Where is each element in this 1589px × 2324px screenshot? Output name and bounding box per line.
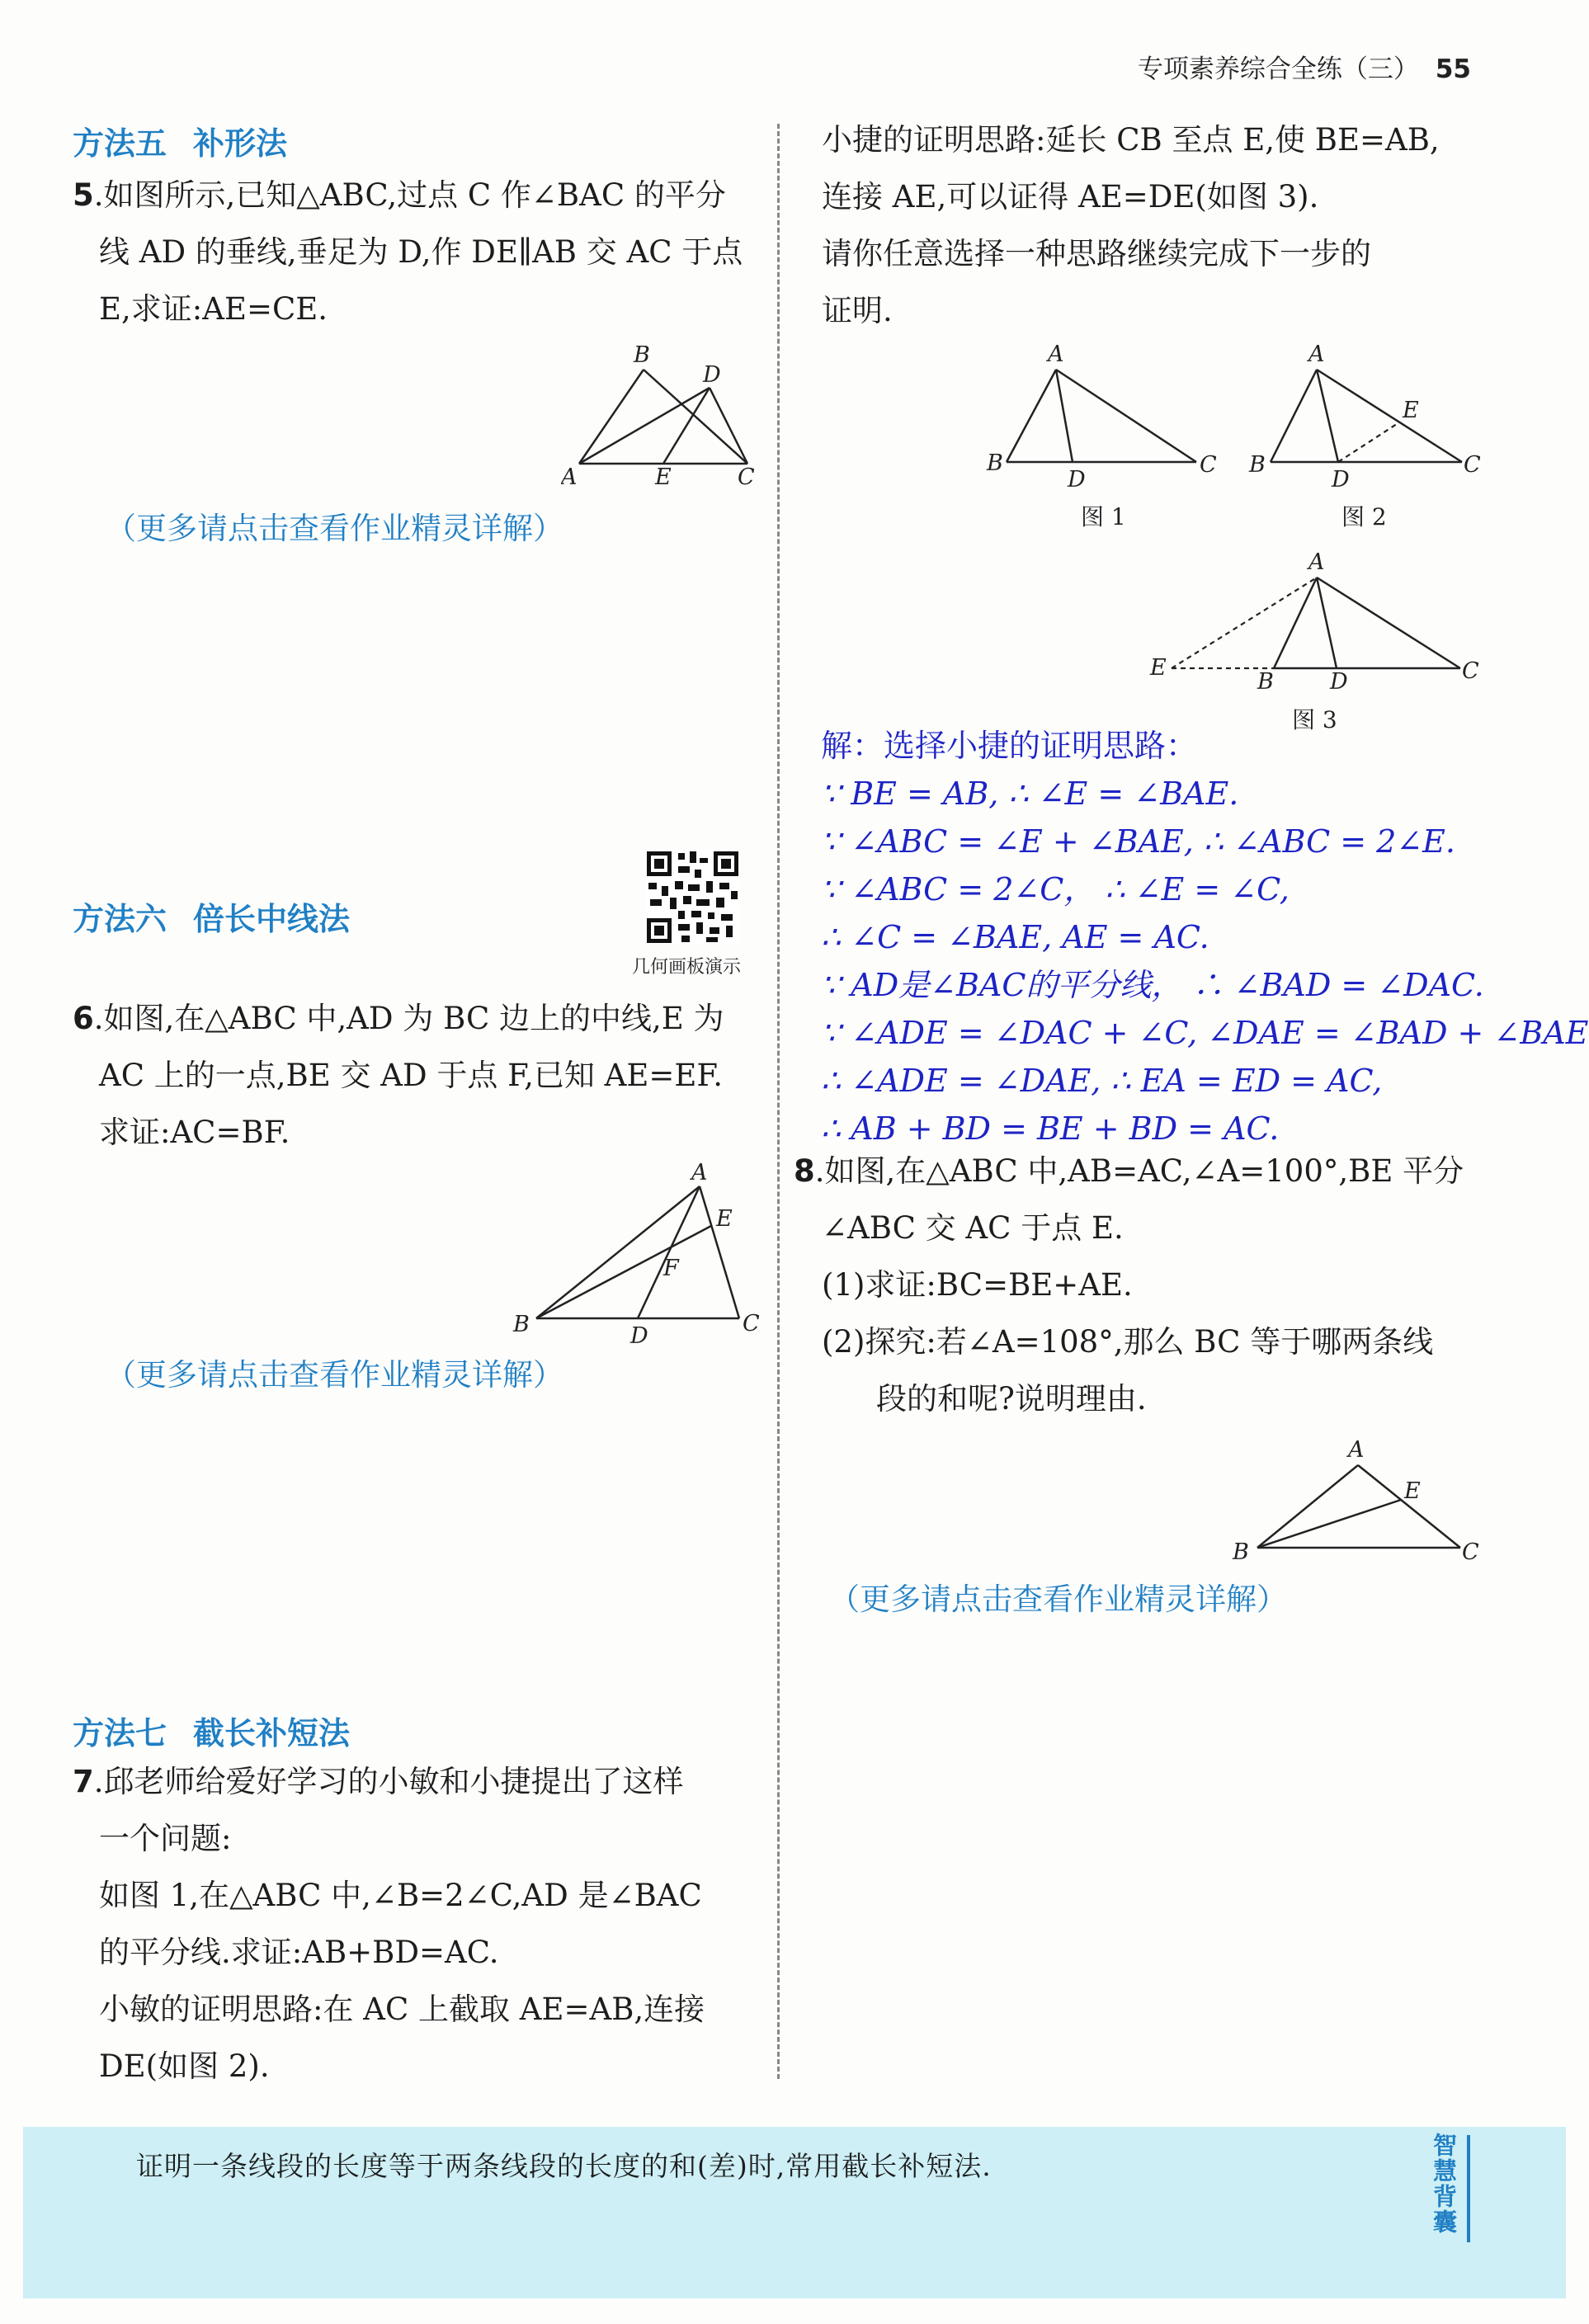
tip-side-bar [1467,2135,1470,2242]
q6-text-1: .如图,在△ABC 中,AD 为 BC 边上的中线,E 为 [93,1001,724,1036]
q5-text-1: .如图所示,已知△ABC,过点 C 作∠BAC 的平分 [93,177,726,213]
solution-line-8: ∴ AB + BD = BE + BD = AC. [821,1110,1280,1147]
q6-line-1 [73,990,724,1047]
q8-text-1: .如图,在△ABC 中,AB=AC,∠A=100°,BE 平分 [814,1153,1464,1189]
f7c-label-E: E [1150,655,1167,681]
q8-line-2: ∠ABC 交 AC 于点 E. [822,1210,1124,1246]
r-line-1: 小捷的证明思路:延长 CB 至点 E,使 BE=AB, [822,122,1440,158]
solution-line-1: ∵ BE = AB, ∴ ∠E = ∠BAE. [821,775,1239,812]
question-7 [73,1753,705,2095]
method-6-name: 倍长中线法 [193,901,351,937]
f7c-label-B: B [1257,669,1274,695]
tip-text: 证明一条线段的长度等于两条线段的长度的和(差)时,常用截长补短法. [136,2150,992,2182]
f6-label-B: B [513,1312,530,1337]
figure-q5 [561,342,776,491]
f8-label-E: E [1404,1478,1421,1504]
q7-line-2: 一个问题: [99,1821,232,1856]
q7-line-1 [73,1753,705,1810]
method-5-heading [73,118,287,163]
f5-label-E: E [655,464,672,490]
q8-line-1 [794,1143,1464,1200]
question-5 [73,167,743,337]
method-5-label: 方法五 [73,125,167,162]
figure-q8 [1221,1427,1485,1567]
figure-7-3 [1139,544,1485,742]
q8-number: 8 [794,1153,815,1189]
f7a-label-D: D [1068,467,1086,493]
qr-code-icon[interactable] [645,850,744,945]
f7a-label-A: A [1048,342,1064,367]
q5-line-1 [73,167,743,224]
solution-line-2: ∵ ∠ABC = ∠E + ∠BAE, ∴ ∠ABC = 2∠E. [821,823,1455,860]
f7b-label-A: A [1308,342,1325,367]
solution-line-3: ∵ ∠ABC = 2∠C， ∴ ∠E = ∠C, [821,871,1290,907]
method-7-label: 方法七 [73,1715,167,1751]
q8-line-3: (1)求证:BC=BE+AE. [822,1267,1133,1303]
f6-label-D: D [630,1323,648,1349]
f7b-label-E: E [1403,398,1419,423]
q6-number: 6 [73,1001,94,1036]
method-7-name: 截长补短法 [193,1715,351,1751]
more-link-q5[interactable]: （更多请点击查看作业精灵详解） [106,511,563,546]
method-5-name: 补形法 [193,125,288,162]
q7-line-6: DE(如图 2). [99,2048,270,2084]
f7b-label-B: B [1249,452,1266,478]
q8-line-4: (2)探究:若∠A=108°,那么 BC 等于哪两条线 [822,1324,1434,1360]
qr-caption: 几何画板演示 [632,957,742,978]
figure-7-1 [974,338,1221,536]
f5-label-B: B [634,342,650,368]
figure-7-2 [1238,338,1485,536]
f8-label-B: B [1233,1539,1249,1565]
more-link-q8[interactable]: （更多请点击查看作业精灵详解） [829,1582,1287,1617]
q5-line-2: 线 AD 的垂线,垂足为 D,作 DE∥AB 交 AC 于点 [99,234,743,270]
f6-label-F: F [663,1256,679,1281]
f5-label-C: C [738,464,755,490]
q7-line-4: 的平分线.求证:AB+BD=AC. [99,1935,499,1970]
figure-q6 [503,1163,776,1357]
f6-label-E: E [716,1206,733,1232]
f8-label-A: A [1348,1437,1365,1463]
solution-line-5: ∵ AD是∠BAC的平分线， ∴ ∠BAD = ∠DAC. [821,967,1484,1003]
q6-line-2: AC 上的一点,BE 交 AD 于点 F,已知 AE=EF. [99,1058,724,1093]
f6-label-C: C [743,1311,760,1336]
f5-label-A: A [561,464,578,490]
q5-number: 5 [73,177,94,213]
f8-label-C: C [1462,1539,1479,1565]
q6-line-3: 求证:AC=BF. [99,1115,290,1150]
question-6 [73,990,724,1161]
figure-1-caption: 图 1 [1081,503,1126,530]
page-number: 55 [1435,54,1471,84]
solution-line-7: ∴ ∠ADE = ∠DAE, ∴ EA = ED = AC, [821,1063,1383,1099]
q7-line-5: 小敏的证明思路:在 AC 上截取 AE=AB,连接 [99,1992,705,2027]
r-line-2: 连接 AE,可以证得 AE=DE(如图 3). [822,179,1319,214]
method-6-label: 方法六 [73,901,167,937]
more-link-q6[interactable]: （更多请点击查看作业精灵详解） [106,1357,563,1393]
f6-label-A: A [691,1163,708,1186]
r-line-4: 证明. [822,293,893,328]
q7-text-1: .邱老师给爱好学习的小敏和小捷提出了这样 [93,1764,684,1799]
solution-line-4: ∴ ∠C = ∠BAE, AE = AC. [821,919,1209,955]
f5-label-D: D [703,362,721,388]
tip-side-label: 智慧背囊 [1430,2133,1458,2235]
q8-line-5: 段的和呢?说明理由. [876,1381,1147,1417]
f7c-label-C: C [1462,658,1479,684]
question-7-continued [822,111,1440,339]
f7a-label-C: C [1200,452,1217,478]
r-line-3: 请你任意选择一种思路继续完成下一步的 [822,236,1371,271]
q5-line-3: E,求证:AE=CE. [99,291,328,327]
f7a-label-B: B [987,450,1003,476]
f7c-label-A: A [1308,549,1325,575]
solution-line-6: ∵ ∠ADE = ∠DAC + ∠C, ∠DAE = ∠BAD + ∠BAE [821,1015,1589,1051]
solution-line-0: 解：选择小捷的证明思路： [821,728,1198,764]
method-6-heading [73,893,350,939]
f7b-label-D: D [1332,467,1350,493]
header-title: 专项素养综合全练（三） [1137,54,1419,84]
f7c-label-D: D [1330,669,1348,695]
page-header [1138,48,1471,85]
q7-line-3: 如图 1,在△ABC 中,∠B=2∠C,AD 是∠BAC [99,1878,702,1913]
figure-3-caption: 图 3 [1292,706,1337,733]
solution-q7 [821,722,1588,1153]
question-8 [794,1143,1464,1427]
method-7-heading [73,1708,350,1753]
q7-number: 7 [73,1764,94,1799]
column-divider [777,124,780,2079]
figure-2-caption: 图 2 [1341,503,1387,530]
f7b-label-C: C [1464,452,1481,478]
